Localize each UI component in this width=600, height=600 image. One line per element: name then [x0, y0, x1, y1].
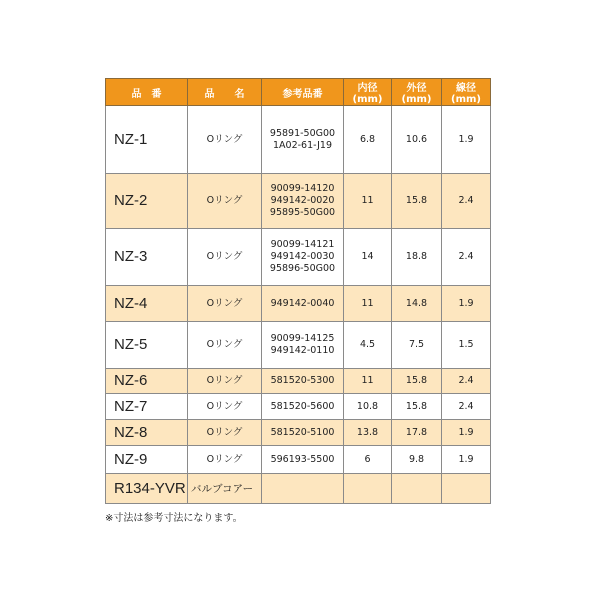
reference-numbers	[262, 286, 344, 322]
reference-numbers	[262, 106, 344, 174]
wire-diameter: 2.4	[442, 229, 491, 286]
reference-numbers	[262, 322, 344, 369]
reference-number: 581520-5600	[270, 400, 335, 412]
reference-number: 949142-0020	[270, 195, 335, 206]
part-name: Oリング	[188, 286, 262, 322]
part-code: R134-YVR	[106, 474, 188, 504]
outer-diameter: 9.8	[392, 446, 442, 474]
wire-diameter	[442, 474, 491, 504]
inner-diameter: 11	[344, 286, 392, 322]
outer-diameter: 7.5	[392, 322, 442, 369]
reference-number: 90099-14121	[270, 239, 335, 250]
wire-diameter: 1.5	[442, 322, 491, 369]
outer-diameter: 15.8	[392, 174, 442, 229]
reference-number: 581520-5100	[270, 426, 335, 438]
part-code: NZ-4	[106, 286, 188, 322]
wire-diameter: 1.9	[442, 420, 491, 446]
table-row	[106, 394, 491, 420]
reference-number: 949142-0030	[270, 251, 335, 262]
part-name: Oリング	[188, 369, 262, 394]
wire-diameter: 1.9	[442, 446, 491, 474]
outer-diameter: 17.8	[392, 420, 442, 446]
part-name: Oリング	[188, 106, 262, 174]
part-name: Oリング	[188, 446, 262, 474]
part-code: NZ-6	[106, 369, 188, 394]
table-row	[106, 229, 491, 286]
reference-numbers	[262, 446, 344, 474]
reference-numbers	[262, 369, 344, 394]
table-row	[106, 106, 491, 174]
outer-diameter: 15.8	[392, 394, 442, 420]
outer-diameter: 10.6	[392, 106, 442, 174]
table-row	[106, 446, 491, 474]
reference-number: 90099-14120	[270, 183, 335, 194]
reference-number: 1A02-61-J19	[273, 139, 332, 151]
part-name: Oリング	[188, 229, 262, 286]
inner-diameter	[344, 474, 392, 504]
inner-diameter: 13.8	[344, 420, 392, 446]
part-name: Oリング	[188, 394, 262, 420]
parts-table	[105, 78, 491, 504]
part-code: NZ-3	[106, 229, 188, 286]
wire-diameter: 2.4	[442, 394, 491, 420]
outer-diameter: 15.8	[392, 369, 442, 394]
part-name: Oリング	[188, 420, 262, 446]
part-code: NZ-7	[106, 394, 188, 420]
table-row	[106, 286, 491, 322]
table-row	[106, 322, 491, 369]
inner-diameter: 6	[344, 446, 392, 474]
reference-number: 95896-50G00	[269, 263, 336, 274]
reference-number: 949142-0040	[270, 297, 335, 309]
reference-numbers	[262, 394, 344, 420]
part-code: NZ-2	[106, 174, 188, 229]
header-inner: 内径(mm)	[344, 79, 392, 106]
reference-numbers	[262, 420, 344, 446]
reference-numbers	[262, 229, 344, 286]
header-name: 品 名	[188, 79, 262, 106]
inner-diameter: 4.5	[344, 322, 392, 369]
inner-diameter: 6.8	[344, 106, 392, 174]
reference-number: 949142-0110	[270, 345, 335, 356]
reference-number: 581520-5300	[270, 375, 335, 386]
wire-diameter: 1.9	[442, 106, 491, 174]
part-code: NZ-1	[106, 106, 188, 174]
part-code: NZ-5	[106, 322, 188, 369]
wire-diameter: 2.4	[442, 174, 491, 229]
reference-number: 596193-5500	[270, 453, 335, 465]
inner-diameter: 14	[344, 229, 392, 286]
header-row	[106, 79, 491, 106]
wire-diameter: 1.9	[442, 286, 491, 322]
header-code: 品 番	[106, 79, 188, 106]
wire-diameter: 2.4	[442, 369, 491, 394]
part-name: バルブコアー	[188, 474, 262, 504]
inner-diameter: 11	[344, 174, 392, 229]
reference-number: 90099-14125	[270, 333, 335, 344]
table-row	[106, 369, 491, 394]
reference-number: 95891-50G00	[269, 127, 336, 139]
outer-diameter: 18.8	[392, 229, 442, 286]
reference-numbers	[262, 174, 344, 229]
part-code: NZ-9	[106, 446, 188, 474]
inner-diameter: 11	[344, 369, 392, 394]
outer-diameter	[392, 474, 442, 504]
header-ref: 参考品番	[262, 79, 344, 106]
footnote: ※寸法は参考寸法になります。	[105, 513, 243, 524]
table-row	[106, 174, 491, 229]
inner-diameter: 10.8	[344, 394, 392, 420]
table-row	[106, 474, 491, 504]
header-outer: 外径(mm)	[392, 79, 442, 106]
table-row	[106, 420, 491, 446]
part-code: NZ-8	[106, 420, 188, 446]
header-wire: 線径(mm)	[442, 79, 491, 106]
part-name: Oリング	[188, 322, 262, 369]
reference-numbers	[262, 474, 344, 504]
outer-diameter: 14.8	[392, 286, 442, 322]
reference-number: 95895-50G00	[269, 207, 336, 218]
part-name: Oリング	[188, 174, 262, 229]
